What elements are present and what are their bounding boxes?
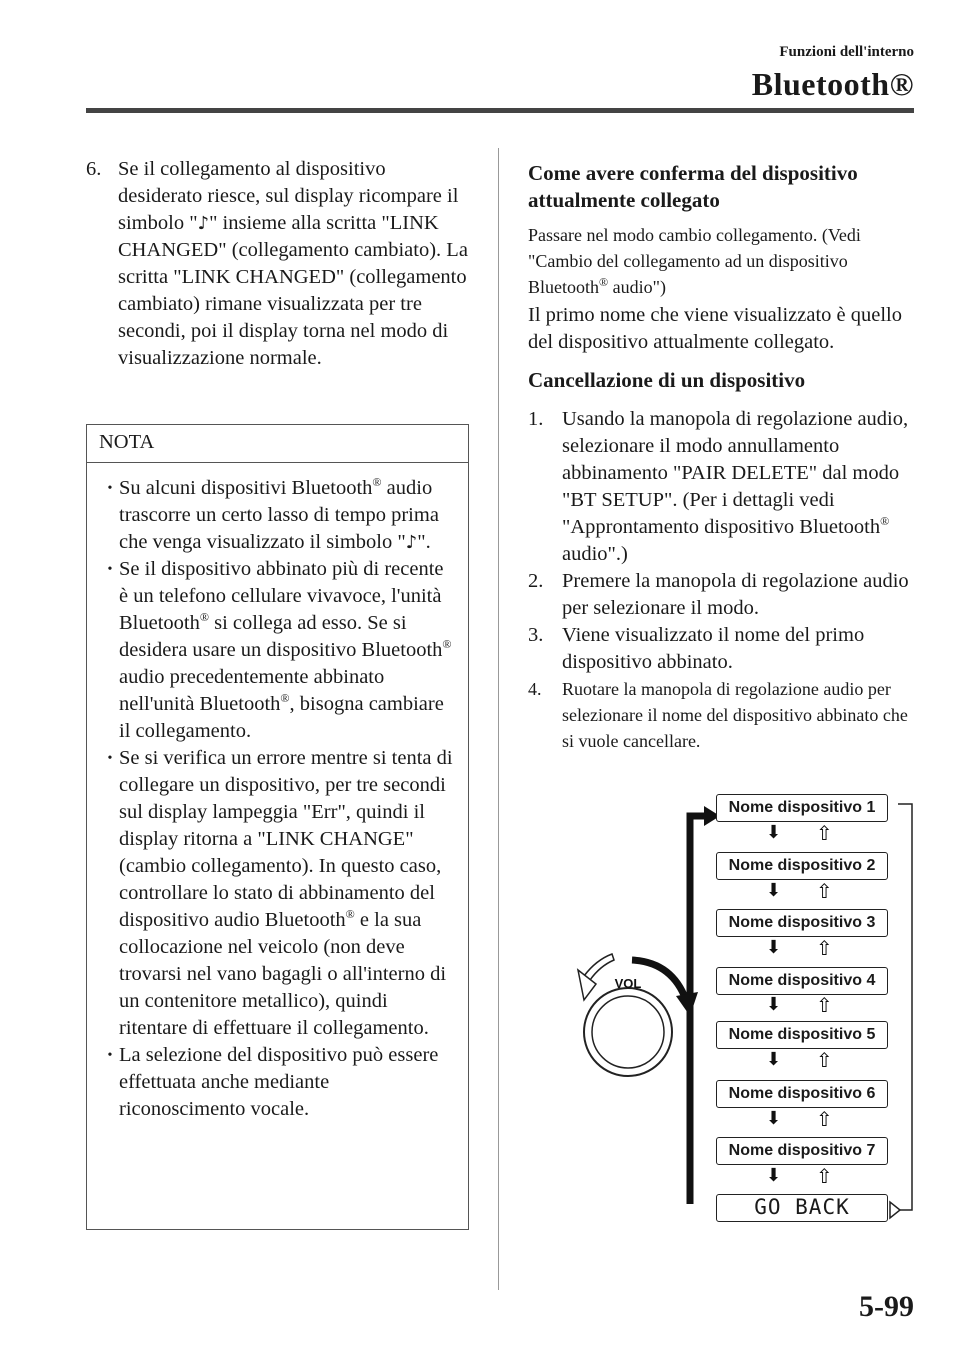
down-arrow-icon: ⬇ <box>766 822 782 843</box>
rotate-left-arrow-icon <box>584 954 614 980</box>
device-item-3: Nome dispositivo 3 <box>716 909 888 937</box>
device-item-1: Nome dispositivo 1 <box>716 794 888 822</box>
right-column <box>528 160 918 754</box>
device-item-7: Nome dispositivo 7 <box>716 1137 888 1165</box>
up-arrow-icon: ⇧ <box>816 1164 833 1188</box>
scroll-down-bracket <box>690 816 704 1204</box>
up-arrow-icon: ⇧ <box>816 1107 833 1131</box>
go-back-item: GO BACK <box>716 1194 888 1222</box>
device-selection-diagram <box>540 788 930 1228</box>
delete-step-3: 3. Viene visualizzato il nome del primo dispositivo abbinato. <box>528 624 865 673</box>
heading-confirm: Come avere conferma del dispositivo attualmente collegato <box>528 161 858 212</box>
page-title: Bluetooth® <box>751 66 914 102</box>
device-item-5: Nome dispositivo 5 <box>716 1021 888 1049</box>
confirm-body: Il primo nome che viene visualizzato è quello del dispositivo attualmente collegato. <box>528 304 902 353</box>
down-arrow-icon: ⬇ <box>766 937 782 958</box>
down-arrow-icon: ⬇ <box>766 880 782 901</box>
device-item-6: Nome dispositivo 6 <box>716 1080 888 1108</box>
header-rule <box>86 108 914 113</box>
device-item-2: Nome dispositivo 2 <box>716 852 888 880</box>
delete-step-4: 4. Ruotare la manopola di regolazione audio per selezionare il nome del dispositivo abbinato che si vuole cancellare. <box>528 679 908 751</box>
down-arrow-icon: ⬇ <box>766 1108 782 1129</box>
bullet-icon: • <box>107 751 113 766</box>
delete-step-1: 1. Usando la manopola di regolazione audio, selezionare il modo annullamento abbinamento "PAIR DELETE" dal modo "BT SETUP". (Per i dettagli vedi "Approntamento dispositivo Bluetooth® audio".) <box>528 408 909 565</box>
left-column <box>86 156 472 372</box>
knob-label: VOL <box>614 976 642 991</box>
up-arrow-icon: ⇧ <box>816 821 833 845</box>
header-section: Funzioni dell'interno <box>779 44 914 60</box>
delete-step-2: 2. Premere la manopola di regolazione audio per selezionare il modo. <box>528 570 909 619</box>
up-arrow-icon: ⇧ <box>816 993 833 1017</box>
bullet-icon: • <box>107 1048 113 1063</box>
step-number: 6. <box>86 158 102 180</box>
step-6 <box>86 156 472 372</box>
bullet-icon: • <box>107 562 113 577</box>
music-note-icon: ♪ <box>405 532 418 553</box>
up-arrow-icon: ⇧ <box>816 1048 833 1072</box>
down-arrow-icon: ⬇ <box>766 994 782 1015</box>
list-item: • Se si verifica un errore mentre si tenta di collegare un dispositivo, per tre secondi sul display lampeggia "Err", quindi il display ritorna a "LINK CHANGE" (cambio collegamento). In questo caso, controllare lo stato di abbinamento del dispositivo audio Bluetooth® e la sua collocazione nel veicolo (non deve trovarsi nel vano bagagli o all'interno di un contenitore metallico), quindi ritentare di effettuare il collegamento. <box>101 745 454 1042</box>
list-item: • Se il dispositivo abbinato più di recente è un telefono cellulare vivavoce, l'unità Bluetooth® si collega ad esso. Se si desidera usare un dispositivo Bluetooth® audio precedentemente abbinato nell'unità Bluetooth®, bisogna cambiare il collegamento. <box>101 556 454 745</box>
down-arrow-icon: ⬇ <box>766 1049 782 1070</box>
up-arrow-icon: ⇧ <box>816 936 833 960</box>
device-item-4: Nome dispositivo 4 <box>716 967 888 995</box>
step-text: Se il collegamento al dispositivo desiderato riesce, sul display ricompare il simbolo "♪" insieme alla scritta "LINK CHANGED" (collegamento cambiato). La scritta "LINK CHANGED" (collegamento cambiato) rimane visualizzata per tre secondi, poi il display torna nel modo di visualizzazione normale. <box>118 158 468 369</box>
heading-delete: Cancellazione di un dispositivo <box>528 368 806 392</box>
page-number: 5-99 <box>859 1290 914 1323</box>
down-arrow-icon: ⬇ <box>766 1165 782 1186</box>
nota-body <box>87 463 468 1123</box>
scroll-up-bracket <box>898 804 912 1210</box>
music-note-icon: ♪ <box>197 213 210 234</box>
list-item: • La selezione del dispositivo può essere effettuata anche mediante riconoscimento vocale. <box>101 1042 454 1123</box>
list-item: • Su alcuni dispositivi Bluetooth® audio trascorre un certo lasso di tempo prima che venga visualizzato il simbolo "♪". <box>101 475 454 556</box>
bullet-icon: • <box>107 481 113 496</box>
nota-title: NOTA <box>87 425 468 463</box>
confirm-reference: Passare nel modo cambio collegamento. (Vedi "Cambio del collegamento ad un dispositivo Bluetooth® audio") <box>528 225 861 297</box>
up-arrow-icon: ⇧ <box>816 879 833 903</box>
column-divider <box>498 148 499 1290</box>
nota-box <box>86 424 469 1230</box>
